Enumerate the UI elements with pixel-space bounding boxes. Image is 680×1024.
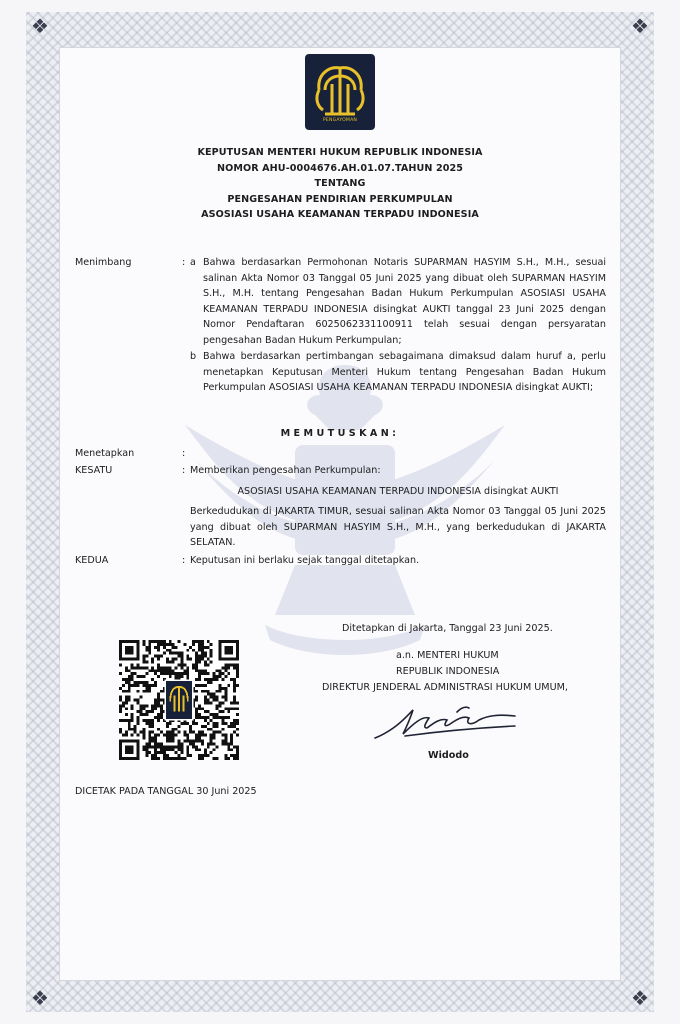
handwritten-signature (365, 700, 525, 746)
corner-ornament-icon: ❖ (631, 986, 649, 1010)
kedua-label: KEDUA (75, 555, 109, 566)
memutuskan-heading: MEMUTUSKAN: (280, 428, 400, 439)
menimbang-label: Menimbang (75, 257, 132, 268)
decree-title: KEPUTUSAN MENTERI HUKUM REPUBLIK INDONESIA (197, 147, 483, 158)
kedua-colon: : (182, 555, 186, 566)
signature-line-1: a.n. MENTERI HUKUM (396, 650, 499, 661)
kesatu-label: KESATU (75, 465, 113, 476)
decree-heading (60, 145, 620, 223)
decree-number: NOMOR AHU-0004676.AH.01.07.TAHUN 2025 (216, 162, 464, 174)
kesatu-organization: ASOSIASI USAHA KEAMANAN TERPADU INDONESIA disingkat AUKTI (237, 486, 559, 497)
menimbang-colon: : (182, 257, 186, 268)
corner-ornament-icon: ❖ (31, 986, 49, 1010)
kesatu-text: Memberikan pengesahan Perkumpulan: (190, 465, 381, 476)
menimbang-item-a: Bahwa berdasarkan Permohonan Notaris SUPARMAN HASYIM S.H., M.H., sesuai salinan Akta Nomor 03 Tanggal 05 Juni 2025 yang dibuat oleh SUPARMAN HASYIM S.H., M.H. tentang Pengesahan Badan Hukum Perkumpulan ASOSIASI USAHA KEAMANAN TERPADU INDONESIA disingkat AUKTI tanggal 23 Juni 2025 dengan Nomor Pendaftaran 6025062331100911 telah sesuai dengan persyaratan pengesahan Badan Hukum Perkumpulan; (203, 257, 606, 346)
signatory-name: Widodo (428, 750, 469, 761)
corner-ornament-icon: ❖ (631, 14, 649, 38)
decree-organization: ASOSIASI USAHA KEAMANAN TERPADU INDONESIA (201, 209, 479, 221)
place-date: Ditetapkan di Jakarta, Tanggal 23 Juni 2025. (342, 623, 553, 634)
decree-subject: PENGESAHAN PENDIRIAN PERKUMPULAN (227, 193, 453, 205)
corner-ornament-icon: ❖ (31, 14, 49, 38)
decree-about: TENTANG (314, 178, 366, 190)
item-marker-a: a (190, 257, 196, 268)
pengayoman-emblem (305, 54, 375, 130)
kedua-text: Keputusan ini berlaku sejak tanggal ditetapkan. (190, 555, 420, 566)
qr-center-emblem-icon (164, 680, 193, 721)
menimbang-item-b: Bahwa berdasarkan pertimbangan sebagaimana dimaksud dalam huruf a, perlu menetapkan Keputusan Menteri Hukum tentang Pengesahan Badan Hukum Perkumpulan ASOSIASI USAHA KEAMANAN TERPADU INDONESIA disingkat AUKTI; (203, 351, 606, 394)
emblem-label: PENGAYOMAN (322, 118, 358, 123)
qr-code[interactable] (119, 640, 239, 760)
menetapkan-label: Menetapkan (75, 448, 135, 459)
kesatu-colon: : (182, 465, 186, 476)
kesatu-detail: Berkedudukan di JAKARTA TIMUR, sesuai salinan Akta Nomor 03 Tanggal 05 Juni 2025 yang dibuat oleh SUPARMAN HASYIM S.H., M.H., yang berkedudukan di JAKARTA SELATAN. (190, 506, 606, 549)
signature-line-2: REPUBLIK INDONESIA (396, 666, 500, 677)
printed-date: DICETAK PADA TANGGAL 30 Juni 2025 (75, 786, 257, 797)
menetapkan-colon: : (182, 448, 186, 459)
signature-line-3: DIREKTUR JENDERAL ADMINISTRASI HUKUM UMUM, (322, 682, 568, 693)
item-marker-b: b (190, 351, 197, 362)
